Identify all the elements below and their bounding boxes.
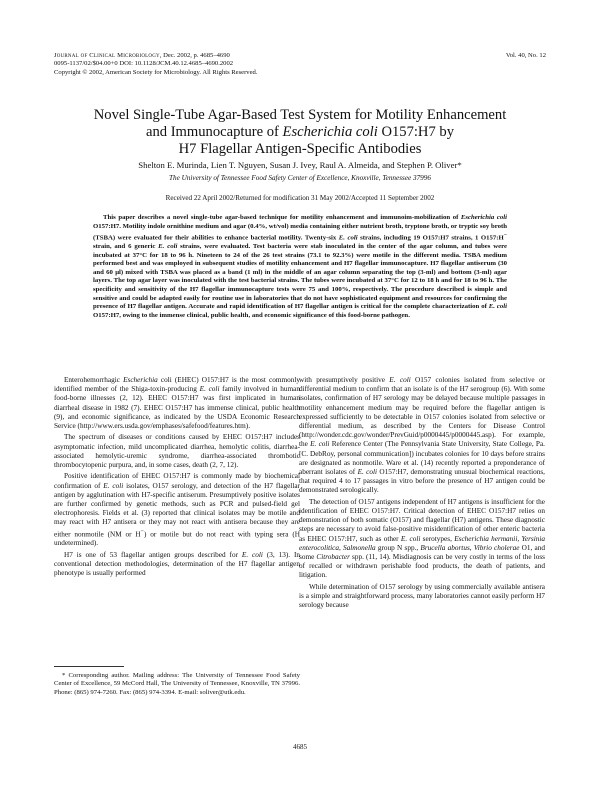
- right-column: [299, 376, 545, 613]
- abstract-text: This paper describes a novel single-tube agar-based technique for motility enhancement and immunoim-: [103, 214, 415, 221]
- text-run: coli (EHEC) O157:H7 is the most commonly identified member of the Shiga-toxin-producing: [54, 376, 300, 394]
- paragraph: [54, 433, 300, 470]
- superscript-run: −: [140, 528, 145, 535]
- italic-run: Citrobacter: [316, 553, 350, 562]
- abstract-text: strains, including 19 O157:H7 strains, 1 O157:H: [357, 234, 504, 242]
- title-line-1: Novel Single-Tube Agar-Based Test System for Motility Enhancement: [93, 107, 507, 123]
- affiliation: The University of Tennessee Food Safety Center of Excellence, Knoxville, Tennessee 37996: [169, 174, 431, 182]
- footnote-divider: [54, 666, 124, 667]
- abstract-text: strains, were evaluated. Test bacteria were stab inoculated in the center of the agar column, and tubes were incubated at 37°C for 18 to 96 h. Nineteen to 24 of the 26 test strains (73.1 to 92.3%) were motile in the different media. TSBA medium performed best and was employed in subsequent studies of motility enhancement and H7 flagellar immunocapture. H7 flagellar antiserum (30 and 60 μl) mixed with TSBA was placed as a band (1 ml) in the middle of an agar column separating the top (3-ml) and bottom (3-ml) agar layers. The top agar layer was inoculated with the test bacterial strains. The tubes were incubated at 37°C for 12 to 18 h and for 18 to 96 h. The specificity and sensitivity of the H7 flagellar immunocapture tests were 75 and 100%, respectively. The procedure described is simple and sensitive and could be adapted easily for routine use in laboratories that do not have sophisticated equipment and resources for confirming the presence of H7 flagellar antigen. Accurate and rapid identification of H7 flagellar antigen is critical for the complete characterization of: [93, 243, 507, 311]
- text-run: ,: [339, 543, 344, 552]
- paragraph: [54, 376, 300, 431]
- paragraph: [299, 376, 545, 496]
- volume-issue: Vol. 40, No. 12: [505, 52, 546, 59]
- italic-run: Salmonella: [343, 543, 376, 552]
- copyright: Copyright © 2002, American Society for Microbiology. All Rights Reserved.: [54, 68, 258, 76]
- text-run: (3, 13). In conventional detection methodologies, determination of the H7 flagellar antigen phenotype is usually performed: [54, 550, 300, 578]
- text-run: While determination of O157 serology by using commercially available antisera is a simple and straightforward process, many laboratories cannot easily perform H7 serology because: [299, 582, 545, 610]
- left-column: [54, 376, 300, 580]
- abstract-text: strain, and 6 generic: [93, 243, 159, 251]
- journal-name: Journal of Clinical Microbiology: [54, 52, 160, 59]
- paragraph: [54, 472, 300, 548]
- text-run: O157 colonies isolated from selective or differential medium to confirm that an isolate is of the H7 serogroup (6). With some isolates, confirmation of H7 serology may be delayed because multiple passages in motility enhancement medium may be required before the flagellar antigen is expressed sufficiently to be detectable in O157 colonies isolated from selective or differential medium, as described by the Centers for Disease Control (http://wonder.cdc.gov/wonder/PrevGuid/p0000445/p0000445.asp). For example, the: [299, 376, 545, 449]
- issue-pages: , Dec. 2002, p. 4685–4690: [159, 52, 230, 59]
- text-run: ,: [517, 534, 522, 543]
- page-number: 4685: [293, 743, 307, 751]
- text-run: ,: [469, 543, 474, 552]
- title-line-2: [40, 124, 560, 141]
- text-run: H7 is one of 53 flagellar antigen groups described for: [64, 550, 242, 559]
- abstract: [93, 214, 507, 320]
- journal-citation: [54, 52, 257, 60]
- title-organism: Escherichia coli: [282, 124, 378, 140]
- abstract-italic: Escherichia coli: [460, 214, 508, 221]
- abstract-italic: E. coli: [488, 303, 507, 311]
- text-run: with presumptively positive: [299, 376, 390, 384]
- italic-run: E. coli: [199, 385, 220, 394]
- title-line-2-pre: and Immunocapture of: [145, 124, 283, 140]
- italic-run: Escherichia: [123, 376, 158, 384]
- text-run: O1, and some: [299, 543, 546, 562]
- text-run: Positive identification of EHEC O157:H7 is commonly made by biochemical confirmation of: [54, 472, 300, 490]
- paper-title: [40, 107, 560, 158]
- title-line-3: H7 Flagellar Antigen-Specific Antibodies: [178, 141, 422, 157]
- abstract-superscript: −: [503, 232, 507, 239]
- authors: Shelton E. Murinda, Lien T. Nguyen, Susan J. Ivey, Raul A. Almeida, and Stephen P. Oliver*: [138, 160, 462, 170]
- text-run: family involved in human food-borne illnesses (2, 12). EHEC O157:H7 was first implicated in human diarrheal disease in 1982 (7). EHEC O157:H7 has immense clinical, public health (9), and economic significance, as indicated by the USDA Economic Research Service (http://www.ers.usda.gov/emphases/safefood/features.htm).: [54, 385, 300, 431]
- text-run: isolates, O157 serology, and detection of the H7 flagellar antigen by agglutination with H7-specific antiserum. Presumptively positive isolates are further confirmed by genetic methods, such as PCR and pulsed-field gel electrophoresis. Fields et al. (3) reported that clinical isolates may be motile and may react with H7 antisera or they may not react with antisera because they are either nonmotile (NM or H: [54, 481, 300, 539]
- italic-run: Vibrio cholerae: [473, 543, 520, 552]
- text-run: O157:H7, demonstrating unusual biochemical reactions, that required 4 to 17 passages in vitro before the presence of H7 antigen could be demonstrated serologically.: [299, 468, 545, 495]
- text-run: ) or motile but do not react with typing sera (H undetermined).: [54, 530, 300, 548]
- abstract-italic: E. coli: [158, 243, 178, 251]
- paragraph: [299, 583, 545, 611]
- abstract-text: mobilization of: [414, 214, 461, 221]
- received-dates: Received 22 April 2002/Returned for modification 31 May 2002/Accepted 11 September 2002: [165, 194, 435, 202]
- journal-header: [54, 52, 257, 77]
- text-run: The detection of O157 antigens independent of H7 antigens is insufficient for the identification of EHEC O157:H7. Critical detection of EHEC O157:H7 relies on demonstration of both somatic (O157) and flagellar (H7) antigens. These diagnostic steps are necessary to avoid false-positive misidentification of other enteric bacteria as EHEC O157:H7, such as other: [299, 497, 545, 543]
- issn-doi: 0095-1137/02/$04.00+0 DOI: 10.1128/JCM.40.12.4685–4690.2002: [54, 60, 234, 68]
- paragraph: [299, 498, 545, 581]
- italic-run: Brucella abortus: [420, 543, 470, 552]
- abstract-italic: E. coli: [338, 234, 358, 242]
- paragraph: [54, 551, 300, 579]
- text-run: The spectrum of diseases or conditions caused by EHEC O157:H7 includes asymptomatic infection, mild uncomplicated diarrhea, hemolytic colitis, diarrhea-associated hemolytic-uremic syndrome, diarrhea-associated thrombotic thrombocytopenic purpura, and, in some cases, death (2, 7, 12).: [54, 433, 300, 470]
- abstract-text: O157:H7. Motility indole ornithine medium and agar (0.4%, wt/vol) media containing either nutrient broth, tryptone broth, or tryptic soy broth (TSBA) were evaluated for their abilities to enhance bacterial motility. Twenty-six: [93, 222, 507, 242]
- italic-run: E. coli: [103, 481, 124, 490]
- abstract-text: O157:H7, owing to the immense clinical, public health, and economic significance of this food-borne pathogen.: [93, 311, 410, 319]
- italic-run: E. coli: [357, 468, 378, 477]
- text-run: Enterohemorrhagic: [64, 376, 124, 384]
- italic-run: E. coli: [400, 534, 421, 543]
- text-run: group N spp.,: [375, 543, 421, 552]
- text-run: serotypes,: [420, 534, 455, 543]
- text-run: Reference Center (The Pennsylvania State University, State College, Pa. [C. DebRoy, personal communication]) incubates colonies for 10 days before strains are designated as nonmotile. Ware et al. (14) recently reported a preponderance of aberrant isolates of: [299, 440, 545, 477]
- italic-run: E. coli: [241, 550, 263, 559]
- title-line-2-post: O157:H7 by: [377, 124, 455, 140]
- italic-run: E. coli: [310, 440, 330, 449]
- italic-run: E. coli: [389, 376, 411, 384]
- corresponding-author-footnote: * Corresponding author. Mailing address: The University of Tennessee Food Safety Center of Excellence, 59 McCord Hall, The University of Tennessee, Knoxville, TN 37996. Phone: (865) 974-7260. Fax: (865) 974-3394. E-mail: soliver@utk.edu.: [54, 672, 300, 696]
- text-run: spp. (11, 14). Misdiagnosis can be very costly in terms of the loss of recalled or withdrawn perishable food products, the death of patients, and litigation.: [299, 553, 545, 580]
- italic-run: Yersinia enterocolitica: [299, 534, 545, 552]
- italic-run: Escherichia hermanii: [454, 534, 518, 543]
